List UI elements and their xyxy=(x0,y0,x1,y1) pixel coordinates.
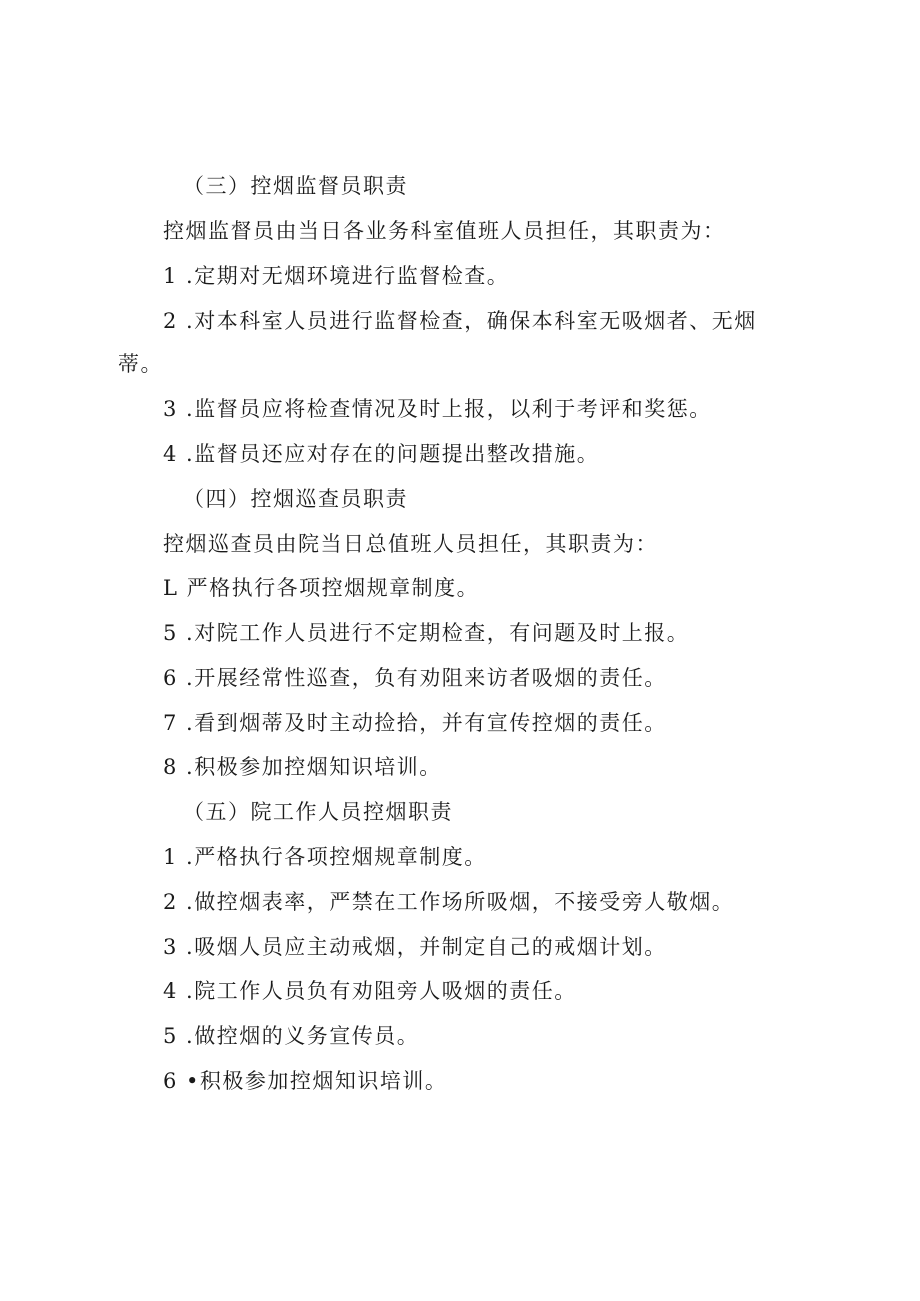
section-5-heading: （五）院工作人员控烟职责 xyxy=(183,800,453,824)
section-4-heading: （四）控烟巡查员职责 xyxy=(183,487,408,511)
section-3-item-1: 1 .定期对无烟环境进行监督检查。 xyxy=(163,264,510,288)
section-5-item-4: 4 .院工作人员负有劝阻旁人吸烟的责任。 xyxy=(163,979,577,1003)
section-4-item-5: 5 .对院工作人员进行不定期检查，有问题及时上报。 xyxy=(163,621,690,645)
section-4-item-6: 6 .开展经常性巡查，负有劝阻来访者吸烟的责任。 xyxy=(163,666,667,690)
section-4-item-7: 7 .看到烟蒂及时主动捡拾，并有宣传控烟的责任。 xyxy=(163,711,667,735)
section-5-item-5: 5 .做控烟的义务宣传员。 xyxy=(163,1024,420,1048)
section-5-item-2: 2 .做控烟表率，严禁在工作场所吸烟，不接受旁人敬烟。 xyxy=(163,890,735,914)
section-4-intro: 控烟巡查员由院当日总值班人员担任，其职责为： xyxy=(163,532,658,556)
section-3-item-3: 3 .监督员应将检查情况及时上报，以利于考评和奖惩。 xyxy=(163,397,712,421)
section-5-item-6: 6 •积极参加控烟知识培训。 xyxy=(163,1069,448,1093)
section-3-intro: 控烟监督员由当日各业务科室值班人员担任，其职责为： xyxy=(163,219,726,243)
section-4-item-1: L 严格执行各项控烟规章制度。 xyxy=(163,576,480,600)
section-3-item-2-continuation: 蒂。 xyxy=(118,352,163,376)
section-3-heading: （三）控烟监督员职责 xyxy=(183,174,408,198)
section-5-item-1: 1 .严格执行各项控烟规章制度。 xyxy=(163,845,487,869)
section-5-item-3: 3 .吸烟人员应主动戒烟，并制定自己的戒烟计划。 xyxy=(163,935,667,959)
section-3-item-2: 2 .对本科室人员进行监督检查，确保本科室无吸烟者、无烟 xyxy=(163,309,757,333)
section-3-item-4: 4 .监督员还应对存在的问题提出整改措施。 xyxy=(163,442,600,466)
section-4-item-8: 8 .积极参加控烟知识培训。 xyxy=(163,755,442,779)
